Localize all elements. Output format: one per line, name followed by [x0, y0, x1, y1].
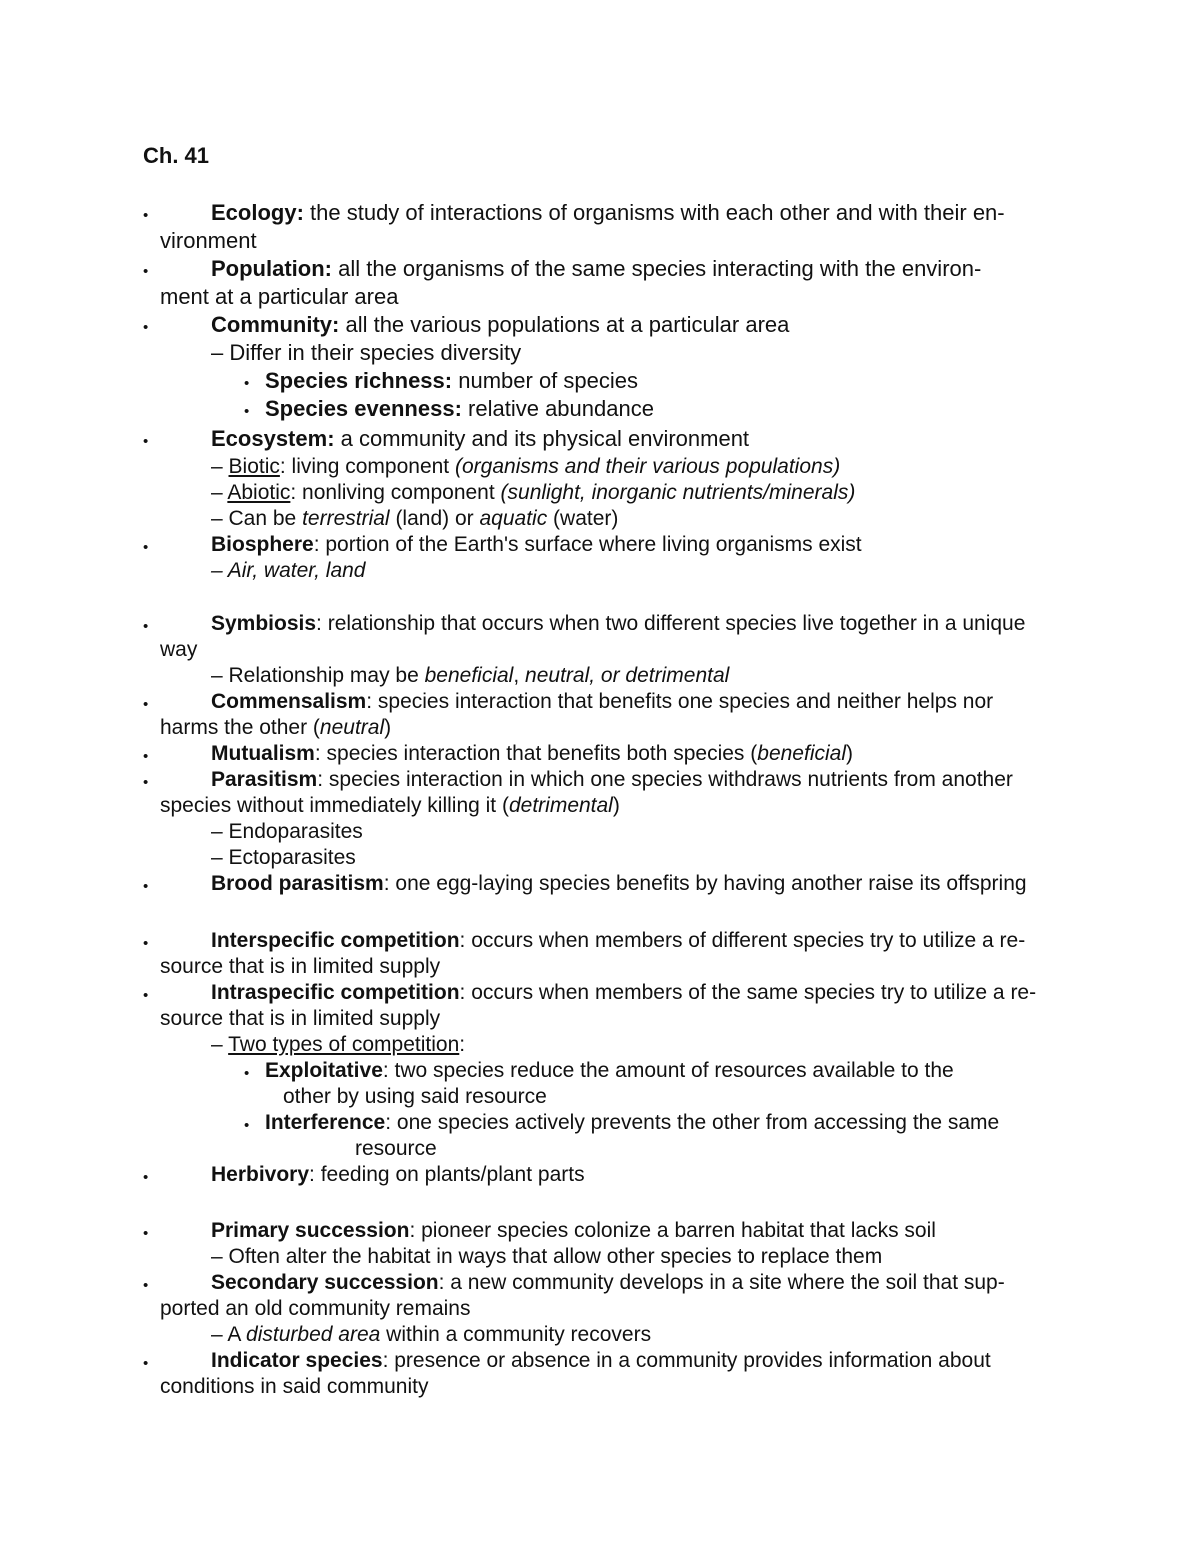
bullet-icon: • [143, 878, 149, 895]
definition-cont: species without immediately killing it (detrimental) [160, 794, 620, 817]
sub-point-biotic: – Biotic: living component (organisms and their various populations) [211, 455, 841, 478]
bullet-icon: • [143, 987, 149, 1004]
definition-cont: harms the other (neutral) [160, 716, 392, 739]
sub-point-can-be: – Can be terrestrial (land) or aquatic (water) [211, 507, 619, 530]
definition: : portion of the Earth's surface where living organisms exist [313, 533, 862, 556]
bullet-icon: • [143, 207, 149, 224]
term: Primary succession [211, 1219, 410, 1242]
sub-point: – Ectoparasites [211, 846, 356, 869]
definition-cont: conditions in said community [160, 1375, 429, 1398]
bullet-icon: • [143, 539, 149, 556]
sub-item-evenness: Species evenness: relative abundance [265, 396, 654, 421]
sub-point-abiotic: – Abiotic: nonliving component (sunlight, inorganic nutrients/minerals) [211, 481, 856, 504]
bullet-icon: • [244, 403, 250, 420]
term: Ecology [211, 200, 297, 225]
sub-point: – Two types of competition: [211, 1033, 466, 1056]
definition: all the various populations at a particular area [345, 312, 790, 337]
bullet-icon: • [143, 774, 149, 791]
term: Herbivory [211, 1163, 310, 1186]
definition: : a new community develops in a site where the soil that sup- [438, 1271, 1005, 1294]
sub-point: – Endoparasites [211, 820, 363, 843]
sub-item-exploitative: Exploitative: two species reduce the amount of resources available to the [265, 1059, 954, 1082]
bullet-icon: • [143, 263, 149, 280]
definition: : presence or absence in a community provides information about [382, 1349, 991, 1372]
bullet-icon: • [244, 375, 250, 392]
bullet-icon: • [143, 1225, 149, 1242]
definition-cont: source that is in limited supply [160, 955, 441, 978]
definition-cont: ment at a particular area [160, 284, 399, 309]
bullet-icon: • [143, 696, 149, 713]
definition: : occurs when members of the same species try to utilize a re- [459, 981, 1037, 1004]
definition: : pioneer species colonize a barren habitat that lacks soil [409, 1219, 936, 1242]
sub-point: – A disturbed area within a community recovers [211, 1323, 652, 1346]
bullet-icon: • [244, 1065, 250, 1082]
term: Secondary succession [211, 1271, 439, 1294]
term: Population [211, 256, 325, 281]
definition: : species interaction in which one species withdraws nutrients from another [317, 768, 1013, 791]
term: Intraspecific competition [211, 981, 460, 1004]
definition-cont: way [160, 638, 198, 661]
sub-item-cont: resource [355, 1137, 437, 1160]
document-page: Ch. 41 • Ecology: the study of interactions of organisms with each other and with their en- vironment • Population: all the organisms of the same species interacting with the environ- ment at a particular area • Community: all the various populations at a particular area – Differ in their species diversity • Species richness: number of species • Species evenness: relative abundance • Ecosystem: a community and its physical environment – Biotic: living component (organisms and their various populations) – Abiotic: nonliving component (sunlight, inorganic nutrients/minerals) – Can be terrestrial (land) or aquatic (water) • Biosphere: portion of the Earth's surface where living organisms exist – Air, water, land • Symbiosis: relationship that occurs when two different species live together in a unique way – Relationship may be beneficial, neutral, or detrimental • Commensalism: species interaction that benefits one species and neither helps nor harms the other (neutral) • Mutualism: species interaction that benefits both species (beneficial) • Parasitism: species interaction in which one species withdraws nutrients from another species without immediately killing it (detrimental) – Endoparasites – Ectoparasites • Brood parasitism: one egg-laying species benefits by having another raise its offspring • Interspecific competition: occurs when members of different species try to utilize a re- source that is in limited supply • Intraspecific competition: occurs when members of the same species try to utilize a re- source that is in limited supply – Two types of competition: • Exploitative: two species reduce the amount of resources available to the other by using said resource • Interference: one species actively prevents the other from accessing the same resource • Herbivory: feeding on plants/plant parts • Primary succession: pioneer species colonize a barren habitat that lacks soil – Often alter the habitat in ways that allow other species to replace them • Secondary succession: a new community develops in a site where the soil that sup- ported an old community remains – A disturbed area within a community recovers • Indicator species: presence or absence in a community provides information about conditions in said community [143, 143, 1037, 1398]
term: Parasitism [211, 768, 318, 791]
term: Symbiosis [211, 612, 317, 635]
definition: : relationship that occurs when two different species live together in a unique [316, 612, 1026, 635]
sub-item-richness: Species richness: number of species [265, 368, 638, 393]
sub-point: – Air, water, land [211, 559, 366, 582]
term: Ecosystem [211, 426, 328, 451]
sub-point: – Differ in their species diversity [211, 340, 522, 365]
bullet-icon: • [244, 1117, 250, 1134]
sub-point: – Relationship may be beneficial, neutral, or detrimental [211, 664, 730, 687]
term: Brood parasitism [211, 872, 384, 895]
sub-item-interference: Interference: one species actively prevents the other from accessing the same [265, 1111, 1000, 1134]
page-title: Ch. 41 [143, 143, 210, 168]
term: Community [211, 312, 332, 337]
bullet-icon: • [143, 319, 149, 336]
bullet-icon: • [143, 748, 149, 765]
term: Mutualism [211, 742, 315, 765]
definition-cont: source that is in limited supply [160, 1007, 441, 1030]
sub-point: – Often alter the habitat in ways that allow other species to replace them [211, 1245, 883, 1268]
term: Commensalism [211, 690, 367, 713]
bullet-icon: • [143, 433, 149, 450]
definition: : feeding on plants/plant parts [309, 1163, 585, 1186]
definition: : occurs when members of different species try to utilize a re- [459, 929, 1026, 952]
definition: the study of interactions of organisms with each other and with their en- [310, 200, 1005, 225]
definition: all the organisms of the same species interacting with the environ- [338, 256, 982, 281]
bullet-icon: • [143, 935, 149, 952]
definition-cont: vironment [160, 228, 257, 253]
term: Indicator species [211, 1349, 383, 1372]
definition: a community and its physical environment [340, 426, 750, 451]
definition: : species interaction that benefits one species and neither helps nor [366, 690, 994, 713]
bullet-icon: • [143, 618, 149, 635]
bullet-icon: • [143, 1355, 149, 1372]
definition-cont: ported an old community remains [160, 1297, 471, 1320]
definition: : one egg-laying species benefits by having another raise its offspring [383, 872, 1027, 895]
sub-item-cont: other by using said resource [283, 1085, 547, 1108]
bullet-icon: • [143, 1169, 149, 1186]
bullet-icon: • [143, 1277, 149, 1294]
term: Interspecific competition [211, 929, 460, 952]
term: Biosphere [211, 533, 314, 556]
